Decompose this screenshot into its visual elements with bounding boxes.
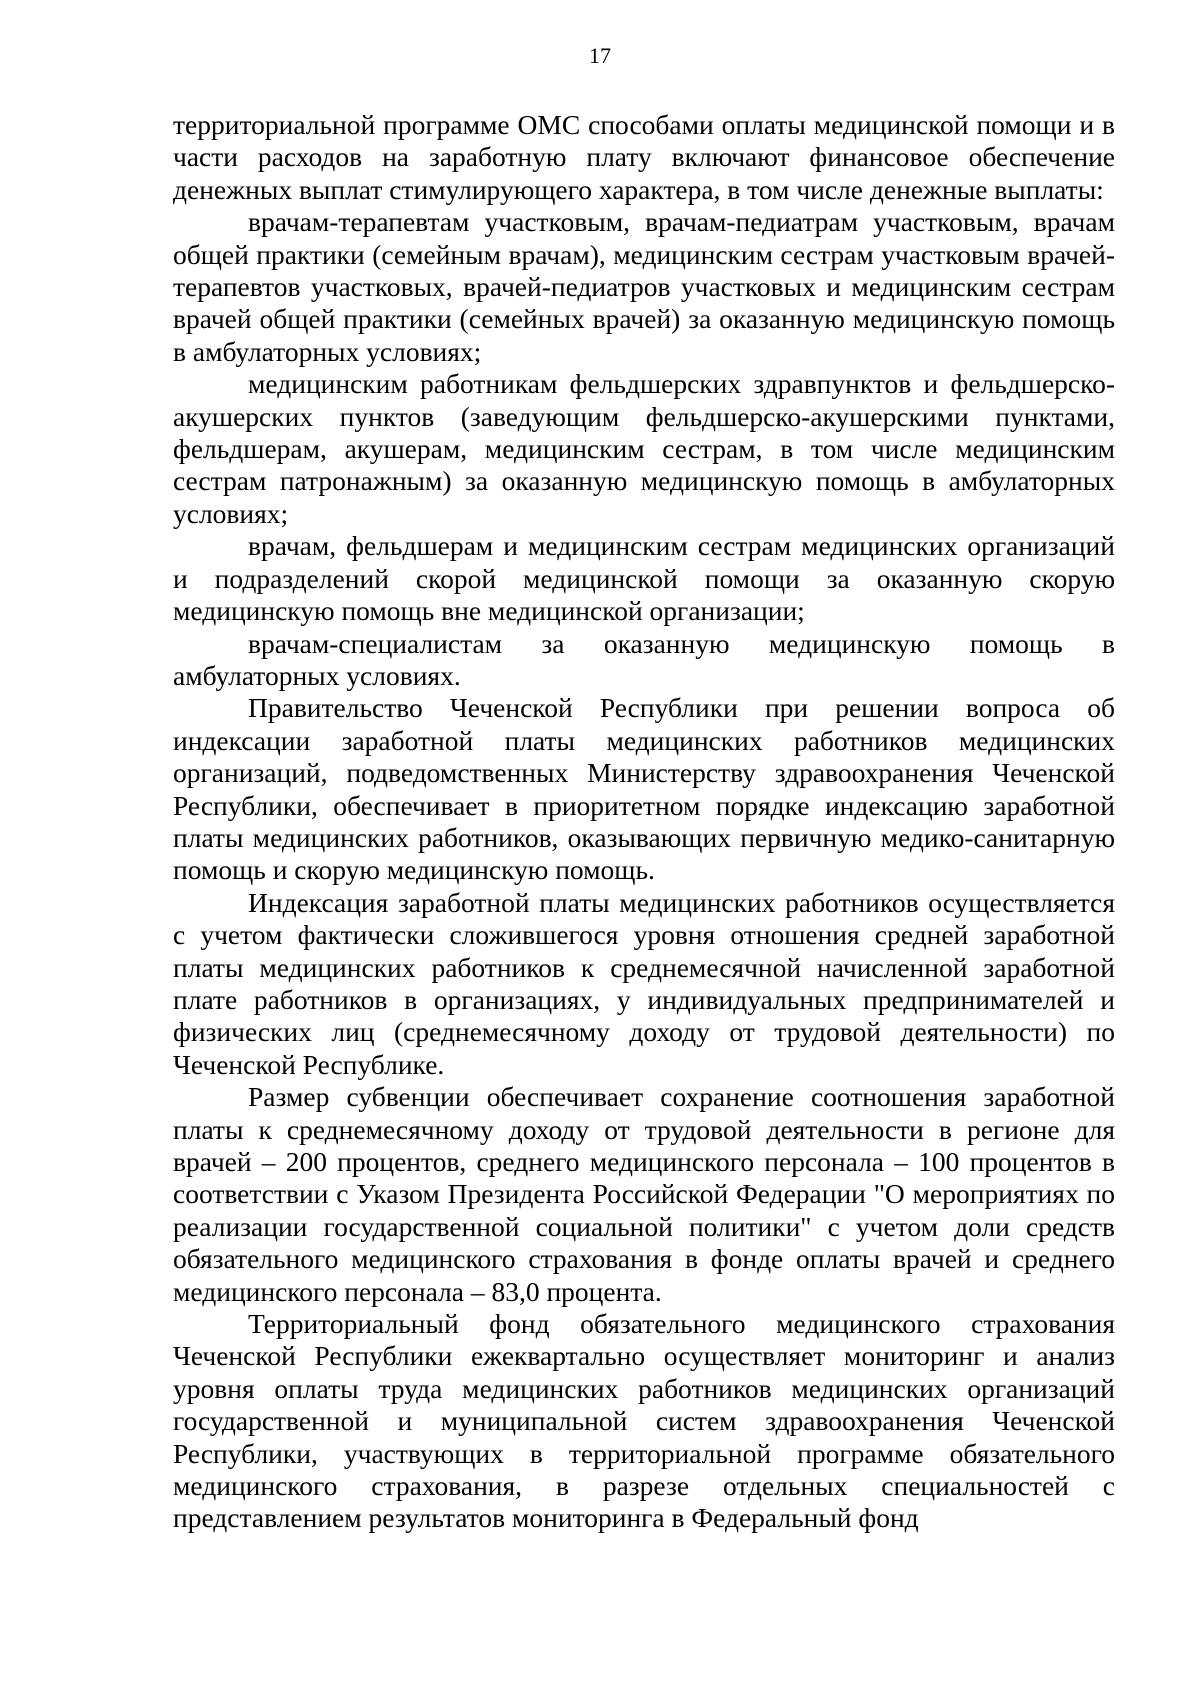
page-number: 17	[589, 43, 611, 68]
paragraph-emergency-care: врачам, фельдшерам и медицинским сестрам медицинских организаций и подразделений скорой медицинской помощи за оказанную скорую медицинскую помощь вне медицинской организации;	[173, 530, 1115, 627]
paragraph-government-indexation: Правительство Чеченской Республики при решении вопроса об индексации заработной платы медицинских работников медицинских организаций, подведомственных Министерству здравоохранения Чеченской Республики, обеспечивает в приоритетном порядке индексацию заработной платы медицинских работников, оказывающих первичную медико-санитарную помощь и скорую медицинскую помощь.	[173, 692, 1115, 886]
paragraph-territorial-fund: Территориальный фонд обязательного медицинского страхования Чеченской Республики ежеквартально осуществляет мониторинг и анализ уровня оплаты труда медицинских работников медицинских организаций государственной и муниципальной систем здравоохранения Чеченской Республики, участвующих в территориальной программе обязательного медицинского страхования, в разрезе отдельных специальностей с представлением результатов мониторинга в Федеральный фонд	[173, 1308, 1115, 1534]
paragraph-subvention-size: Размер субвенции обеспечивает сохранение соотношения заработной платы к среднемесячному доходу от трудовой деятельности в регионе для врачей – 200 процентов, среднего медицинского персонала – 100 процентов в соответствии с Указом Президента Российской Федерации "О мероприятиях по реализации государственной социальной политики" с учетом доли средств обязательного медицинского страхования в фонде оплаты врачей и среднего медицинского персонала – 83,0 процента.	[173, 1081, 1115, 1307]
paragraph-intro-continuation: территориальной программе ОМС способами оплаты медицинской помощи и в части расходов на заработную плату включают финансовое обеспечение денежных выплат стимулирующего характера, в том числе денежные выплаты:	[173, 109, 1115, 205]
document-body	[173, 109, 1115, 1535]
paragraph-district-doctors: врачам-терапевтам участковым, врачам-педиатрам участковым, врачам общей практики (семейным врачам), медицинским сестрам участковым врачей-терапевтов участковых, врачей-педиатров участковых и медицинским сестрам врачей общей практики (семейных врачей) за оказанную медицинскую помощь в амбулаторных условиях;	[173, 206, 1115, 367]
paragraph-feldsher-points: медицинским работникам фельдшерских здравпунктов и фельдшерско-акушерских пунктов (заведующим фельдшерско-акушерскими пунктами, фельдшерам, акушерам, медицинским сестрам, в том числе медицинским сестрам патронажным) за оказанную медицинскую помощь в амбулаторных условиях;	[173, 368, 1115, 529]
paragraph-indexation-ratio: Индексация заработной платы медицинских работников осуществляется с учетом фактически сложившегося уровня отношения средней заработной платы медицинских работников к среднемесячной начисленной заработной плате работников в организациях, у индивидуальных предпринимателей и физических лиц (среднемесячному доходу от трудовой деятельности) по Чеченской Республике.	[173, 886, 1115, 1080]
paragraph-specialists: врачам-специалистам за оказанную медицинскую помощь в амбулаторных условиях.	[173, 627, 1115, 691]
